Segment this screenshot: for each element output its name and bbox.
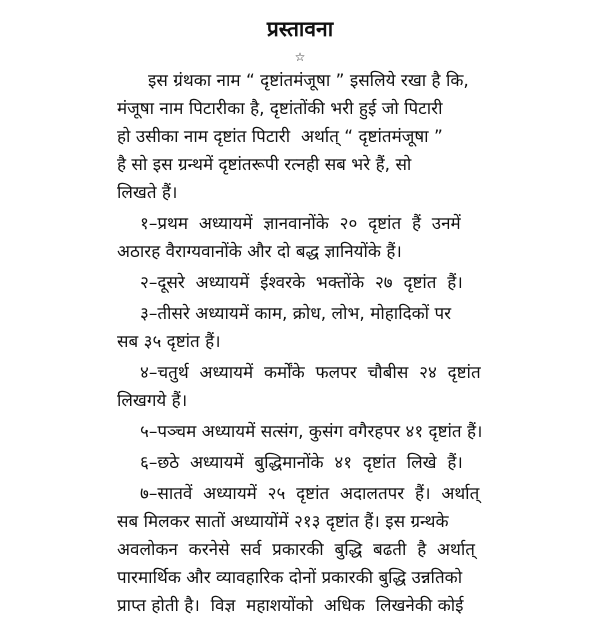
text-line: अवलोकन करनेसे सर्व प्रकारकी बुद्धि बढती है अर्थात् [117, 540, 475, 560]
text-line: इस ग्रंथका नाम “ दृष्टांतमंजूषा ” इसलिये रखा है कि, [148, 71, 469, 91]
text-line: पारमार्थिक और व्यावहारिक दोनों प्रकारकी बुद्धि उन्नतिको [117, 568, 463, 588]
text-line: हो उसीका नाम दृष्टांत पिटारी अर्थात् “ दृष्टांतमंजूषा ” [117, 127, 443, 147]
text-line: २–दूसरे अध्यायमें ईश्वरके भक्तोंके २७ दृष्टांत हैं। [140, 273, 463, 293]
text-line: सब ३५ दृष्टांत हैं। [117, 332, 221, 352]
text-line: मंजूषा नाम पिटारीका है, दृष्टांतोंकी भरी हुई जो पिटारी [117, 99, 443, 119]
text-line: सब मिलकर सातों अध्यायोंमें २१३ दृष्टांत हैं। इस ग्रन्थके [117, 512, 449, 532]
text-line: ४–चतुर्थ अध्यायमें कर्मोंके फलपर चौबीस २४ दृष्टांत [140, 363, 481, 383]
text-line: लिखते हैं। [117, 183, 178, 203]
text-line: १–प्रथम अध्यायमें ज्ञानवानोंके २० दृष्टांत हैं उनमें [140, 214, 461, 234]
text-line: ३–तीसरे अध्यायमें काम, क्रोध, लोभ, मोहादिकों पर [140, 304, 452, 324]
text-line: ५–पञ्चम अध्यायमें सत्संग, कुसंग वगैरहपर ४१ दृष्टांत हैं। [140, 422, 483, 442]
text-line: ६–छठे अध्यायमें बुद्धिमानोंके ४१ दृष्टांत लिखे हैं। [140, 453, 463, 473]
page-title: प्रस्तावना [266, 17, 334, 41]
text-line: लिखगये हैं। [117, 391, 188, 411]
star-ornament-icon: ☆ [294, 50, 306, 64]
text-line: प्राप्त होती है। विज्ञ महाशयोंको अधिक लिखनेकी कोई [117, 596, 464, 616]
text-line: ७–सातवें अध्यायमें २५ दृष्टांत अदालतपर हैं। अर्थात् [140, 484, 480, 504]
text-line: है सो इस ग्रन्थमें दृष्टांतरूपी रत्नही सब भरे हैं, सो [117, 155, 412, 175]
text-line: अठारह वैराग्यवानोंके और दो बद्ध ज्ञानियोंके हैं। [117, 242, 402, 262]
